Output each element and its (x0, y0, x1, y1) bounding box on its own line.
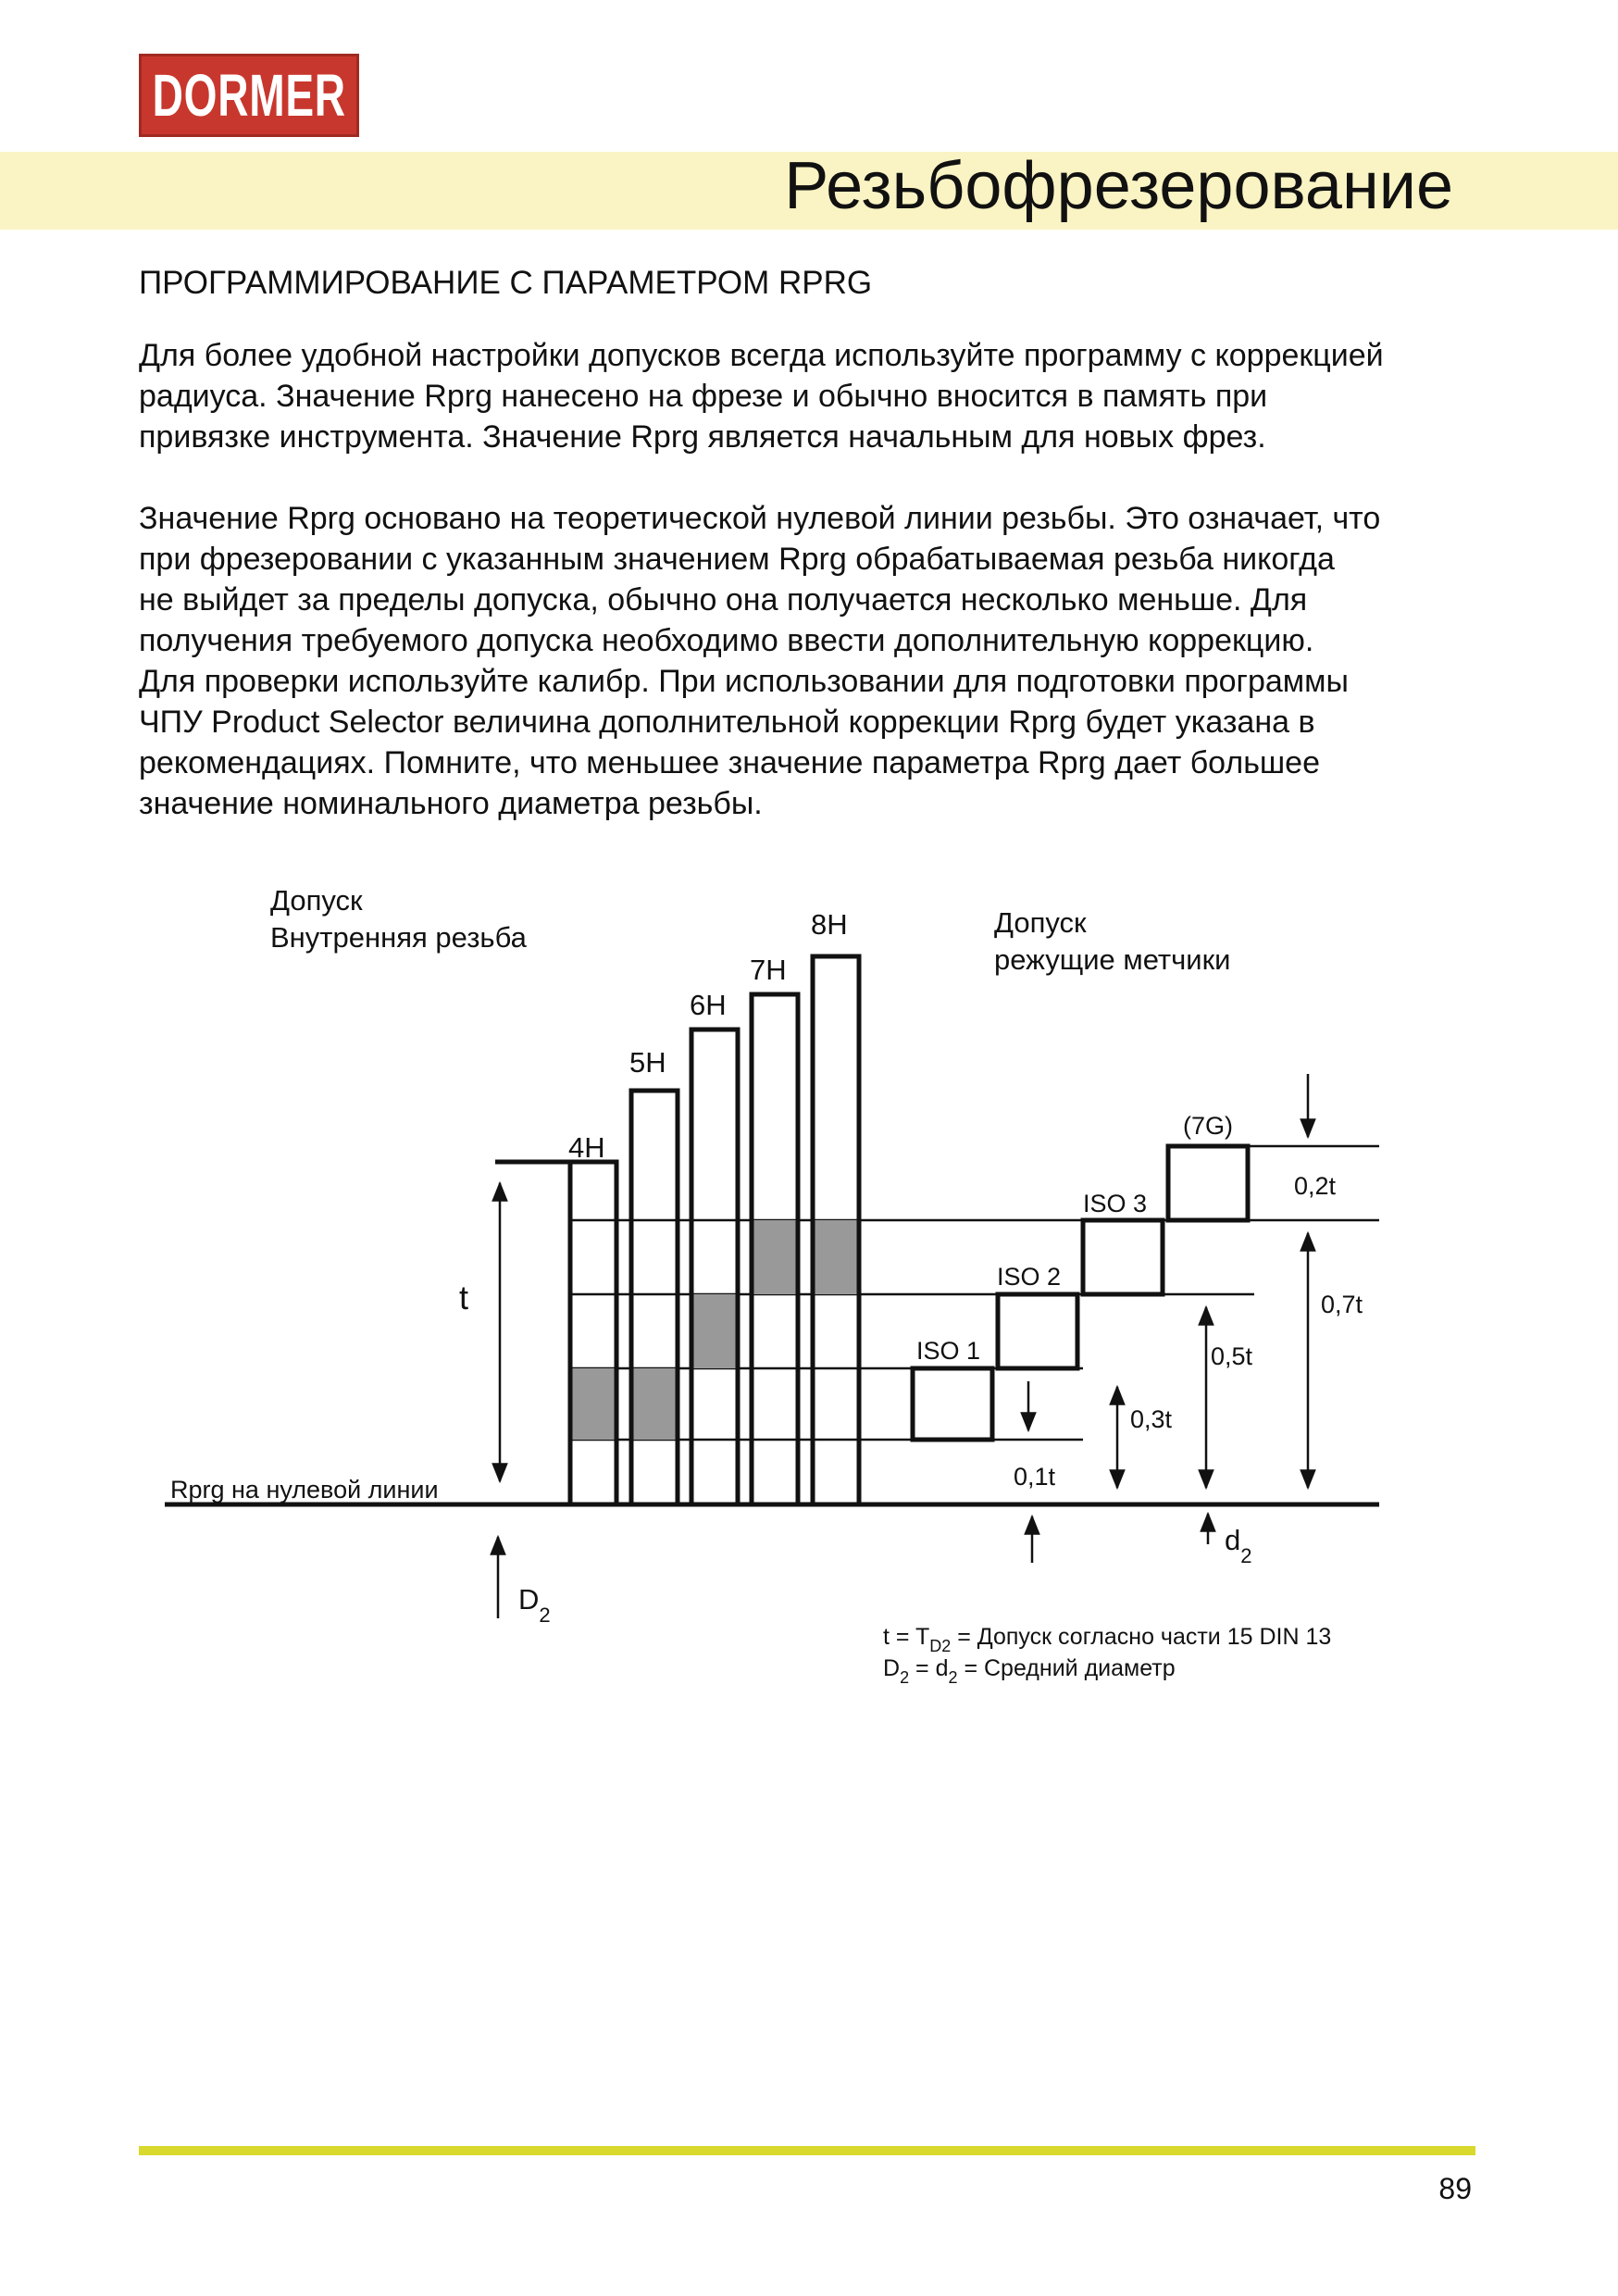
paragraph-line: Значение Rprg основано на теоретической нулевой линии резьбы. Это означает, что (139, 501, 1381, 536)
legend1-b: = Допуск согласно части 15 DIN 13 (951, 1624, 1332, 1650)
d2-main: d (1225, 1524, 1241, 1556)
shade-6h (691, 1294, 738, 1368)
label-8h: 8H (811, 908, 848, 941)
label-4h: 4H (568, 1131, 605, 1164)
legend1-sub: D2 (929, 1637, 952, 1655)
paragraph-line: значение номинального диаметра резьбы. (139, 786, 763, 821)
D2-sub: 2 (539, 1603, 551, 1627)
column-6h (691, 1029, 738, 1504)
legend2-sub2: 2 (948, 1668, 958, 1687)
shaded-cells (570, 1220, 859, 1440)
paragraph-line: Для проверки используйте калибр. При использовании для подготовки программы (139, 664, 1349, 699)
paragraph-line: рекомендациях. Помните, что меньшее значение параметра Rprg дает большее (139, 745, 1320, 780)
logo-text: DORMER (152, 62, 346, 129)
label-5h: 5H (629, 1046, 666, 1079)
paragraph-line: Для более удобной настройки допусков всегда используйте программу с коррекцией (139, 338, 1384, 373)
paragraph-line: привязке инструмента. Значение Rprg является начальным для новых фрез. (139, 419, 1266, 455)
box-iso2 (998, 1294, 1077, 1368)
dim-05-label: 0,5t (1211, 1342, 1253, 1370)
t-label: t (459, 1279, 469, 1316)
legend-line-1 (883, 1624, 1331, 1655)
legend2-b: = d (909, 1655, 949, 1681)
label-7h: 7H (750, 954, 787, 986)
label-iso3: ISO 3 (1083, 1190, 1148, 1217)
shade-4h (570, 1368, 616, 1440)
d2-sub: 2 (1240, 1544, 1252, 1567)
right-title-2: режущие метчики (994, 943, 1231, 976)
label-iso2: ISO 2 (997, 1263, 1062, 1291)
paragraph-line: получения требуемого допуска необходимо ввести дополнительную коррекцию. (139, 623, 1314, 658)
zero-line-label: Rprg на нулевой линии (170, 1476, 439, 1504)
legend-line-2 (883, 1655, 1176, 1687)
dim-01-label: 0,1t (1014, 1463, 1056, 1491)
dim-03-label: 0,3t (1130, 1405, 1173, 1433)
left-title-1: Допуск (270, 884, 363, 917)
footer-rule (139, 2146, 1475, 2155)
dim-07-label: 0,7t (1321, 1291, 1363, 1318)
right-title-1: Допуск (994, 906, 1087, 939)
label-7g: (7G) (1183, 1112, 1233, 1140)
D2-label (518, 1583, 551, 1627)
box-7g (1168, 1146, 1248, 1220)
paragraph-line: ЧПУ Product Selector величина дополнительной коррекции Rprg будет указана в (139, 705, 1315, 740)
paragraph-line: радиуса. Значение Rprg нанесено на фрезе и обычно вносится в память при (139, 379, 1268, 414)
box-iso3 (1083, 1220, 1163, 1294)
paragraph-line: при фрезеровании с указанным значением Rprg обрабатываемая резьба никогда (139, 542, 1335, 577)
d2-label (1225, 1524, 1252, 1567)
D2-main: D (518, 1583, 540, 1616)
column-5h (631, 1091, 678, 1504)
label-iso1: ISO 1 (916, 1337, 981, 1365)
label-6h: 6H (690, 989, 727, 1021)
section-heading: ПРОГРАММИРОВАНИЕ С ПАРАМЕТРОМ RPRG (139, 265, 873, 301)
legend2-sub1: 2 (900, 1668, 910, 1687)
dim-02-label: 0,2t (1294, 1172, 1337, 1200)
box-iso1 (913, 1368, 992, 1440)
legend2-c: = Средний диаметр (957, 1655, 1176, 1681)
shade-5h (631, 1368, 678, 1440)
tap-boxes (913, 1146, 1248, 1440)
paragraph-line: не выйдет за пределы допуска, обычно она получается несколько меньше. Для (139, 582, 1308, 618)
shade-7h (752, 1220, 798, 1294)
legend2-a: D (883, 1655, 901, 1681)
page-number: 89 (1438, 2172, 1472, 2205)
shade-8h (813, 1220, 859, 1294)
left-title-2: Внутренняя резьба (270, 921, 527, 954)
legend1-a: t = T (883, 1624, 930, 1650)
page-title: Резьбофрезерование (784, 149, 1453, 223)
column-4h (570, 1162, 616, 1504)
